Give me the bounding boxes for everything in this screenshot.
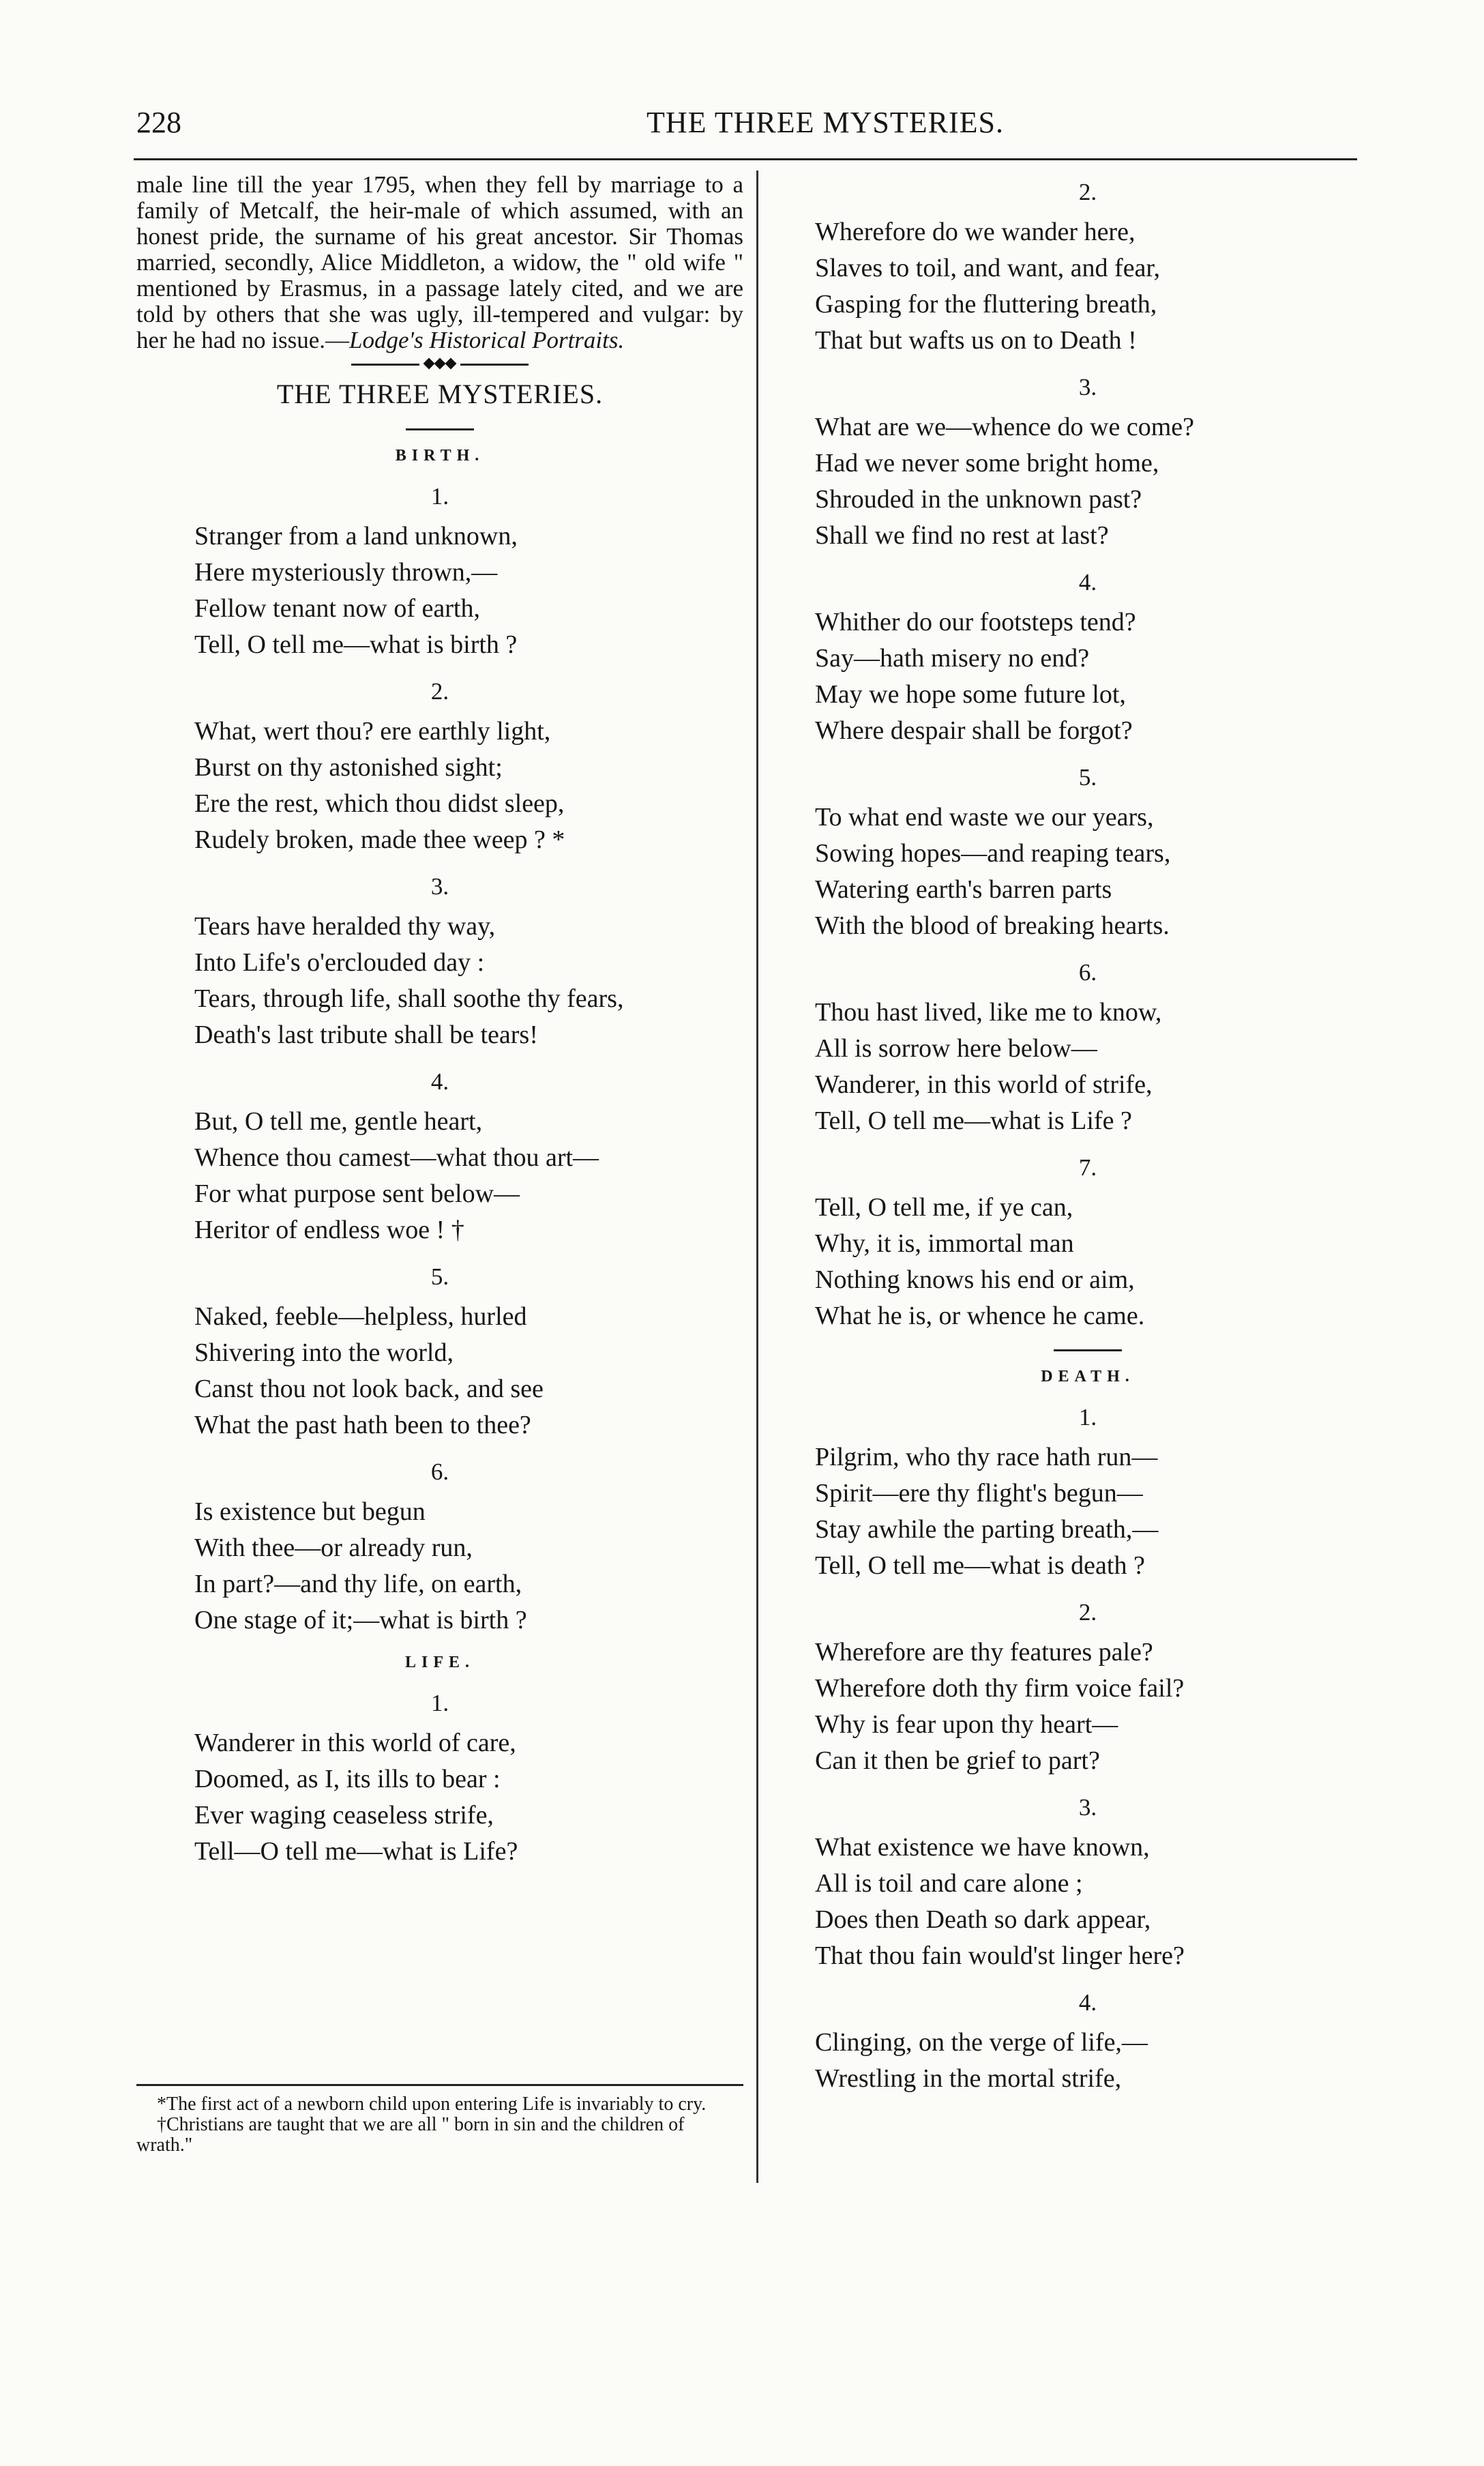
- verse-line: Is existence but begun: [194, 1497, 426, 1526]
- verse-line: Does then Death so dark appear,: [815, 1905, 1151, 1934]
- verse-line: What he is, or whence he came.: [815, 1302, 1145, 1330]
- verse-line: All is sorrow here below—: [815, 1034, 1097, 1063]
- stanza-number: 2.: [1078, 1599, 1097, 1626]
- page-header: [136, 102, 1357, 157]
- stanza: [194, 1725, 743, 1870]
- stanza-number: 6.: [430, 1458, 449, 1485]
- verse-line: Pilgrim, who thy race hath run—: [815, 1443, 1158, 1471]
- verse-line: With thee—or already run,: [194, 1533, 473, 1562]
- death-stanzas: [815, 1404, 1361, 2097]
- birth-stanzas: [136, 483, 743, 1639]
- verse-line: Stranger from a land unknown,: [194, 522, 518, 551]
- verse-line: Say—hath misery no end?: [815, 644, 1090, 673]
- stanza: [194, 1104, 743, 1248]
- stanza: [194, 1299, 743, 1443]
- verse-line: Tell, O tell me—what is birth ?: [194, 630, 518, 659]
- stanza-number: 3.: [1078, 374, 1097, 400]
- short-rule: [406, 428, 474, 430]
- verse-line: Where despair shall be forgot?: [815, 716, 1133, 745]
- stanza: [815, 214, 1361, 359]
- verse-line: Shivering into the world,: [194, 1338, 454, 1367]
- stanza: [194, 1494, 743, 1639]
- poem-title: THE THREE MYSTERIES.: [276, 379, 604, 409]
- verse-line: Tell—O tell me—what is Life?: [194, 1837, 518, 1866]
- stanza: [194, 714, 743, 858]
- stanza-number: 1.: [430, 483, 449, 510]
- verse-line: Tears have heralded thy way,: [194, 912, 496, 941]
- verse-line: Spirit—ere thy flight's begun—: [815, 1479, 1143, 1508]
- footnote-rule: [136, 2084, 743, 2086]
- footnotes: [136, 2094, 743, 2156]
- stanza: [194, 909, 743, 1053]
- column-divider: [756, 171, 758, 2183]
- verse-line: Rudely broken, made thee weep ? *: [194, 825, 565, 854]
- verse-line: Slaves to toil, and want, and fear,: [815, 254, 1161, 282]
- stanza: [194, 518, 743, 663]
- verse-line: Wanderer in this world of care,: [194, 1729, 516, 1757]
- stanza: [815, 409, 1361, 554]
- stanza-number: 3.: [430, 873, 449, 900]
- stanza-number: 1.: [430, 1690, 449, 1716]
- verse-line: To what end waste we our years,: [815, 803, 1154, 832]
- stanza-number: 1.: [1078, 1404, 1097, 1430]
- stanza-number: 3.: [1078, 1794, 1097, 1821]
- verse-line: Shrouded in the unknown past?: [815, 485, 1142, 514]
- verse-line: Canst thou not look back, and see: [194, 1375, 544, 1403]
- verse-line: Stay awhile the parting breath,—: [815, 1515, 1159, 1544]
- verse-line: What, wert thou? ere earthly light,: [194, 717, 551, 746]
- verse-line: Clinging, on the verge of life,—: [815, 2028, 1148, 2057]
- verse-line: Tell, O tell me, if ye can,: [815, 1193, 1073, 1222]
- running-title: THE THREE MYSTERIES.: [647, 106, 1004, 139]
- stanza: [815, 1634, 1361, 1779]
- stanza-number: 2.: [430, 678, 449, 705]
- verse-line: Tears, through life, shall soothe thy fears,: [194, 984, 624, 1013]
- life-stanzas-left: [136, 1690, 743, 1870]
- verse-line: Nothing knows his end or aim,: [815, 1265, 1135, 1294]
- stanza-number: 4.: [430, 1068, 449, 1095]
- verse-line: Into Life's o'erclouded day :: [194, 948, 485, 977]
- stanza: [815, 1439, 1361, 1584]
- stanza: [815, 1190, 1361, 1334]
- verse-line: That but wafts us on to Death !: [815, 326, 1137, 355]
- verse-line: Death's last tribute shall be tears!: [194, 1021, 538, 1049]
- verse-line: Why, it is, immortal man: [815, 1229, 1074, 1258]
- section-heading-birth: BIRTH.: [395, 447, 485, 465]
- verse-line: Doomed, as I, its ills to bear :: [194, 1765, 501, 1793]
- verse-line: Wanderer, in this world of strife,: [815, 1070, 1153, 1099]
- verse-line: Fellow tenant now of earth,: [194, 594, 480, 623]
- stanza-number: 7.: [1078, 1154, 1097, 1181]
- page-number: 228: [136, 106, 181, 139]
- left-column: [136, 172, 743, 1885]
- citation: Lodge's Historical Portraits.: [349, 327, 625, 353]
- verse-line: Can it then be grief to part?: [815, 1746, 1100, 1775]
- verse-line: Burst on thy astonished sight;: [194, 753, 503, 782]
- verse-line: Why is fear upon thy heart—: [815, 1710, 1118, 1739]
- verse-line: One stage of it;—what is birth ?: [194, 1606, 527, 1634]
- verse-line: Ere the rest, which thou didst sleep,: [194, 789, 565, 818]
- verse-line: Whither do our footsteps tend?: [815, 608, 1136, 636]
- prose-text: male line till the year 1795, when they fell by marriage to a family of Metcalf, the heir-male of which assumed, with an honest pride, the surname of his great ancestor. Sir Thomas married, secondly, Alice Middleton, a widow, the " old wife " mentioned by Erasmus, in a passage lately cited, and we are told by others that she was ugly, ill-tempered and vulgar: by her he had no issue.—: [136, 171, 743, 353]
- section-heading-death: DEATH.: [1041, 1368, 1135, 1385]
- verse-line: In part?—and thy life, on earth,: [194, 1570, 522, 1598]
- life-stanzas-right: [815, 179, 1361, 1334]
- verse-line: Heritor of endless woe ! †: [194, 1216, 464, 1244]
- stanza: [815, 2025, 1361, 2097]
- stanza-number: 5.: [430, 1263, 449, 1290]
- verse-line: Sowing hopes—and reaping tears,: [815, 839, 1171, 868]
- right-column: [815, 172, 1361, 2112]
- verse-line: Tell, O tell me—what is Life ?: [815, 1106, 1132, 1135]
- verse-line: Shall we find no rest at last?: [815, 521, 1109, 550]
- verse-line: What are we—whence do we come?: [815, 413, 1194, 441]
- verse-line: Naked, feeble—helpless, hurled: [194, 1302, 527, 1331]
- verse-line: Whence thou camest—what thou art—: [194, 1143, 599, 1172]
- verse-line: All is toil and care alone ;: [815, 1869, 1083, 1898]
- verse-line: What the past hath been to thee?: [194, 1411, 531, 1439]
- verse-line: Had we never some bright home,: [815, 449, 1159, 478]
- section-heading-life: LIFE.: [404, 1654, 475, 1671]
- stanza: [815, 799, 1361, 944]
- stanza-number: 4.: [1078, 569, 1097, 596]
- verse-line: Wrestling in the mortal strife,: [815, 2064, 1122, 2093]
- stanza-number: 5.: [1078, 764, 1097, 791]
- verse-line: With the blood of breaking hearts.: [815, 911, 1170, 940]
- stanza: [815, 995, 1361, 1139]
- stanza-number: 6.: [1078, 959, 1097, 986]
- verse-line: Thou hast lived, like me to know,: [815, 998, 1162, 1027]
- verse-line: What existence we have known,: [815, 1833, 1150, 1862]
- verse-line: But, O tell me, gentle heart,: [194, 1107, 483, 1136]
- header-rule: [134, 158, 1357, 160]
- footnote: *The first act of a newborn child upon entering Life is invariably to cry.: [157, 2094, 707, 2115]
- verse-line: Ever waging ceaseless strife,: [194, 1801, 494, 1830]
- stanza: [815, 1830, 1361, 1974]
- ornament-divider: [351, 359, 529, 370]
- verse-line: Tell, O tell me—what is death ?: [815, 1551, 1145, 1580]
- stanza-number: 2.: [1078, 179, 1097, 205]
- verse-line: Wherefore do we wander here,: [815, 218, 1136, 246]
- prose-paragraph: [136, 172, 743, 353]
- verse-line: Wherefore are thy features pale?: [815, 1638, 1153, 1667]
- verse-line: That thou fain would'st linger here?: [815, 1941, 1185, 1970]
- verse-line: May we hope some future lot,: [815, 680, 1126, 709]
- verse-line: Here mysteriously thrown,—: [194, 558, 498, 587]
- footnote: †Christians are taught that we are all " born in sin and the children of wrath.": [136, 2114, 685, 2156]
- verse-line: For what purpose sent below—: [194, 1179, 520, 1208]
- stanza-number: 4.: [1078, 1989, 1097, 2016]
- short-rule: [1054, 1349, 1122, 1351]
- verse-line: Watering earth's barren parts: [815, 875, 1112, 904]
- verse-line: Gasping for the fluttering breath,: [815, 290, 1157, 319]
- verse-line: Wherefore doth thy firm voice fail?: [815, 1674, 1185, 1703]
- stanza: [815, 604, 1361, 749]
